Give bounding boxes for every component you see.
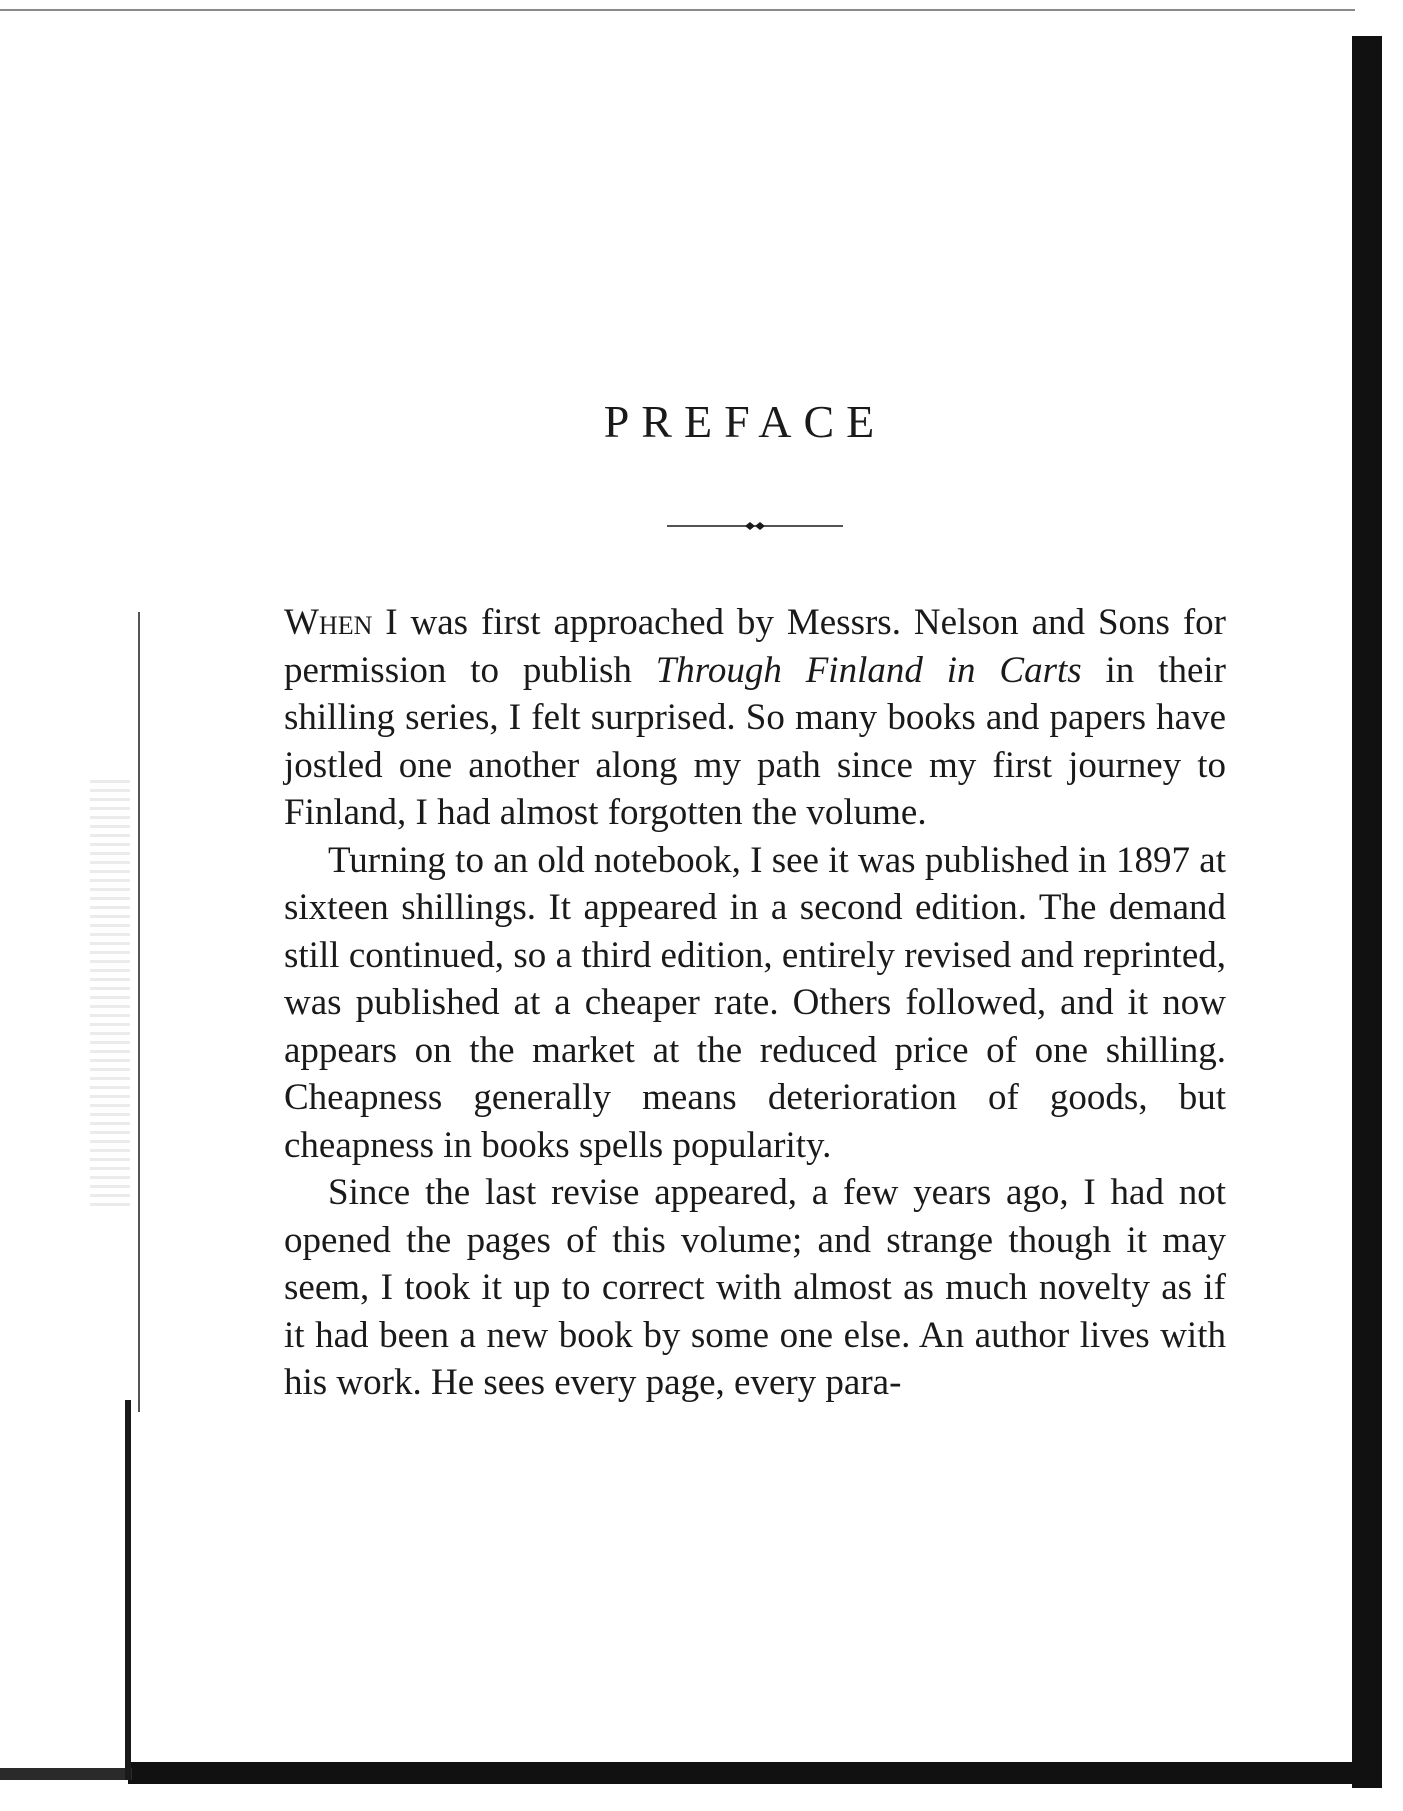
scan-gutter-noise: [90, 780, 130, 1210]
preface-body: [284, 599, 1226, 1407]
page-title: PREFACE: [603, 396, 887, 447]
scan-top-edge: [0, 9, 1355, 11]
lead-word: When: [284, 602, 373, 643]
ornament-divider-icon: [667, 518, 843, 534]
book-title: Through Finland in Carts: [655, 649, 1082, 691]
paragraph-1-text-a: I was first approached by Messrs. Nelson and Sons for permission to publish: [284, 602, 1226, 691]
scan-bottom-edge: [128, 1762, 1372, 1784]
scan-gutter-line: [138, 612, 140, 1412]
scan-right-edge: [1352, 36, 1382, 1788]
scan-bottom-left-edge: [0, 1768, 132, 1780]
scan-left-edge: [125, 1400, 131, 1780]
paragraph-3: Since the last revise appeared, a few years ago, I had not opened the pages of this volume; and strange though it may seem, I took it up to correct with almost as much novelty as if it had been a new book by some one else. An author lives with his work. He sees every page, every para-: [284, 1172, 1226, 1403]
paragraph-1-text-b: in their shilling series, I felt surprised. So many books and papers have jostled one another along my path since my first journey to Finland, I had almost forgotten the volume.: [284, 649, 1226, 833]
paragraph-2: Turning to an old notebook, I see it was published in 1897 at sixteen shillings. It appeared in a second edition. The demand still continued, so a third edition, entirely revised and reprinted, was published at a cheaper rate. Others followed, and it now appears on the market at the reduced price of one shilling. Cheapness generally means deterioration of goods, but cheapness in books spells popularity.: [284, 839, 1226, 1166]
paragraph-1: [284, 599, 1226, 837]
